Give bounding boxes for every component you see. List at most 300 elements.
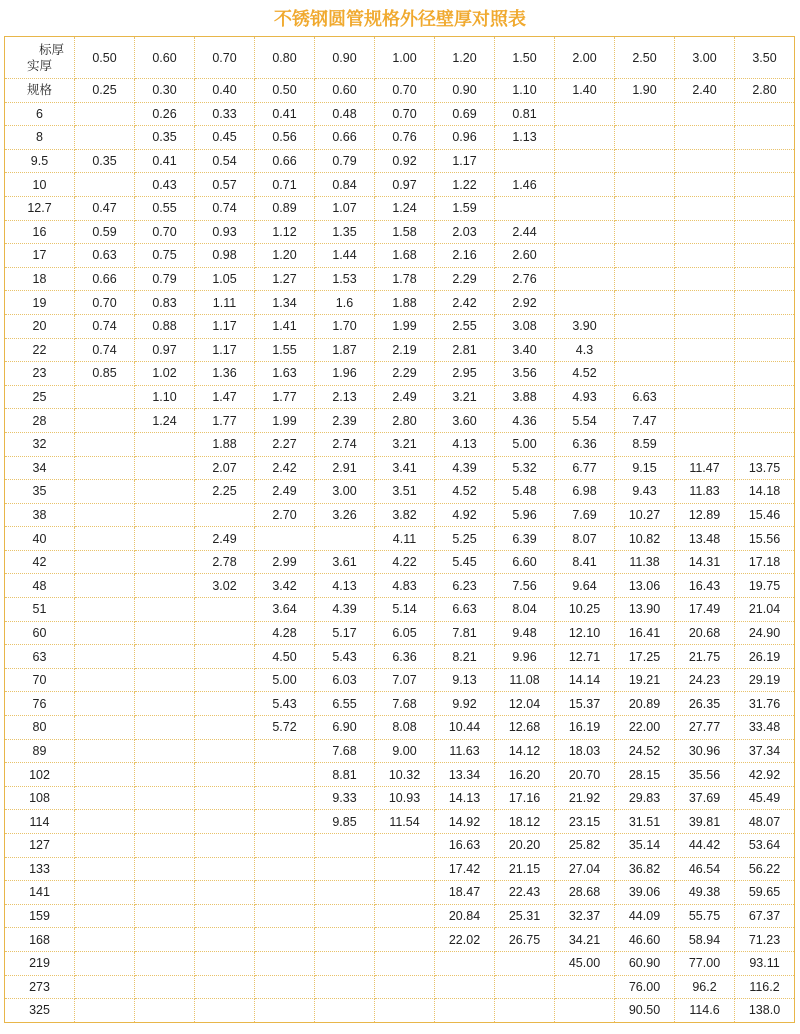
value-cell	[555, 126, 615, 150]
table-row	[5, 196, 795, 220]
value-cell	[75, 527, 135, 551]
value-cell: 4.93	[555, 385, 615, 409]
value-cell: 0.96	[435, 126, 495, 150]
value-cell: 2.80	[735, 79, 795, 103]
value-cell: 37.34	[735, 739, 795, 763]
header-cell: 0.80	[255, 37, 315, 79]
value-cell	[195, 834, 255, 858]
value-cell	[135, 716, 195, 740]
table-row	[5, 527, 795, 551]
value-cell	[75, 951, 135, 975]
value-cell: 11.08	[495, 668, 555, 692]
value-cell	[75, 810, 135, 834]
table-row	[5, 480, 795, 504]
value-cell	[195, 928, 255, 952]
value-cell: 55.75	[675, 904, 735, 928]
value-cell	[675, 196, 735, 220]
value-cell: 0.60	[315, 79, 375, 103]
value-cell: 0.75	[135, 244, 195, 268]
table-row	[5, 149, 795, 173]
row-label-cell: 16	[5, 220, 75, 244]
value-cell	[135, 645, 195, 669]
value-cell: 6.63	[615, 385, 675, 409]
value-cell: 2.74	[315, 432, 375, 456]
value-cell: 5.54	[555, 409, 615, 433]
value-cell	[375, 999, 435, 1023]
table-row	[5, 857, 795, 881]
value-cell	[555, 149, 615, 173]
value-cell: 71.23	[735, 928, 795, 952]
value-cell	[735, 267, 795, 291]
corner-cell	[5, 37, 75, 79]
value-cell	[675, 173, 735, 197]
table-row	[5, 598, 795, 622]
value-cell: 1.10	[135, 385, 195, 409]
value-cell	[675, 385, 735, 409]
value-cell: 20.89	[615, 692, 675, 716]
value-cell: 20.70	[555, 763, 615, 787]
value-cell: 39.81	[675, 810, 735, 834]
table-row	[5, 102, 795, 126]
value-cell	[555, 173, 615, 197]
header-row	[5, 37, 795, 79]
value-cell: 17.16	[495, 786, 555, 810]
value-cell	[315, 834, 375, 858]
row-label-cell: 23	[5, 362, 75, 386]
value-cell: 31.76	[735, 692, 795, 716]
table-row	[5, 432, 795, 456]
value-cell	[315, 975, 375, 999]
value-cell: 39.06	[615, 881, 675, 905]
value-cell: 24.52	[615, 739, 675, 763]
table-row	[5, 904, 795, 928]
value-cell	[75, 409, 135, 433]
value-cell: 18.03	[555, 739, 615, 763]
value-cell	[255, 975, 315, 999]
value-cell: 6.39	[495, 527, 555, 551]
row-label-cell: 10	[5, 173, 75, 197]
value-cell: 1.46	[495, 173, 555, 197]
value-cell	[735, 126, 795, 150]
value-cell: 3.08	[495, 314, 555, 338]
value-cell	[435, 975, 495, 999]
header-cell: 3.00	[675, 37, 735, 79]
value-cell	[135, 456, 195, 480]
table-row	[5, 928, 795, 952]
value-cell	[135, 810, 195, 834]
value-cell	[75, 834, 135, 858]
row-label-cell: 32	[5, 432, 75, 456]
value-cell: 3.82	[375, 503, 435, 527]
row-label-cell: 20	[5, 314, 75, 338]
value-cell: 0.50	[255, 79, 315, 103]
value-cell: 5.17	[315, 621, 375, 645]
value-cell	[135, 621, 195, 645]
value-cell	[75, 574, 135, 598]
value-cell: 44.42	[675, 834, 735, 858]
value-cell: 0.40	[195, 79, 255, 103]
value-cell: 16.20	[495, 763, 555, 787]
value-cell: 0.81	[495, 102, 555, 126]
value-cell	[75, 668, 135, 692]
value-cell	[675, 314, 735, 338]
value-cell: 1.17	[195, 314, 255, 338]
value-cell: 25.31	[495, 904, 555, 928]
value-cell	[75, 173, 135, 197]
table-row	[5, 550, 795, 574]
value-cell: 1.02	[135, 362, 195, 386]
value-cell: 2.49	[195, 527, 255, 551]
value-cell: 6.55	[315, 692, 375, 716]
value-cell: 10.32	[375, 763, 435, 787]
value-cell: 27.04	[555, 857, 615, 881]
value-cell: 8.21	[435, 645, 495, 669]
header-cell: 0.70	[195, 37, 255, 79]
value-cell	[255, 928, 315, 952]
value-cell: 4.3	[555, 338, 615, 362]
value-cell	[375, 834, 435, 858]
value-cell	[735, 102, 795, 126]
table-row	[5, 338, 795, 362]
row-label-cell: 19	[5, 291, 75, 315]
value-cell	[135, 739, 195, 763]
table-row	[5, 456, 795, 480]
value-cell: 29.19	[735, 668, 795, 692]
value-cell: 1.11	[195, 291, 255, 315]
value-cell: 0.55	[135, 196, 195, 220]
value-cell: 26.19	[735, 645, 795, 669]
value-cell: 23.15	[555, 810, 615, 834]
value-cell: 2.29	[435, 267, 495, 291]
value-cell: 5.00	[495, 432, 555, 456]
row-label-cell: 80	[5, 716, 75, 740]
row-label-cell: 12.7	[5, 196, 75, 220]
value-cell	[135, 550, 195, 574]
value-cell: 13.48	[675, 527, 735, 551]
value-cell	[75, 786, 135, 810]
table-row	[5, 244, 795, 268]
value-cell: 2.07	[195, 456, 255, 480]
value-cell	[495, 196, 555, 220]
corner-label-bottom: 实厚	[27, 59, 53, 73]
value-cell: 13.34	[435, 763, 495, 787]
value-cell: 5.43	[255, 692, 315, 716]
value-cell: 0.76	[375, 126, 435, 150]
value-cell: 8.04	[495, 598, 555, 622]
value-cell: 1.40	[555, 79, 615, 103]
row-label-cell: 63	[5, 645, 75, 669]
value-cell: 10.27	[615, 503, 675, 527]
value-cell: 48.07	[735, 810, 795, 834]
row-label-cell: 42	[5, 550, 75, 574]
value-cell: 2.19	[375, 338, 435, 362]
value-cell	[375, 881, 435, 905]
value-cell	[675, 220, 735, 244]
value-cell: 114.6	[675, 999, 735, 1023]
value-cell	[75, 645, 135, 669]
spec-table	[4, 36, 795, 1023]
value-cell: 93.11	[735, 951, 795, 975]
value-cell: 3.02	[195, 574, 255, 598]
value-cell: 4.50	[255, 645, 315, 669]
value-cell: 10.44	[435, 716, 495, 740]
value-cell: 20.20	[495, 834, 555, 858]
value-cell: 1.47	[195, 385, 255, 409]
value-cell: 4.39	[315, 598, 375, 622]
value-cell: 4.13	[435, 432, 495, 456]
value-cell: 5.96	[495, 503, 555, 527]
value-cell: 1.99	[375, 314, 435, 338]
value-cell	[75, 550, 135, 574]
value-cell	[435, 999, 495, 1023]
value-cell: 1.41	[255, 314, 315, 338]
value-cell	[195, 951, 255, 975]
value-cell: 5.32	[495, 456, 555, 480]
value-cell: 49.38	[675, 881, 735, 905]
row-label-cell: 114	[5, 810, 75, 834]
value-cell: 1.17	[195, 338, 255, 362]
value-cell: 59.65	[735, 881, 795, 905]
value-cell	[735, 220, 795, 244]
value-cell: 17.42	[435, 857, 495, 881]
value-cell: 11.54	[375, 810, 435, 834]
value-cell: 7.56	[495, 574, 555, 598]
value-cell	[735, 291, 795, 315]
value-cell: 3.40	[495, 338, 555, 362]
value-cell: 19.75	[735, 574, 795, 598]
row-label-cell: 168	[5, 928, 75, 952]
value-cell	[75, 881, 135, 905]
value-cell	[555, 102, 615, 126]
value-cell: 0.66	[255, 149, 315, 173]
value-cell: 4.92	[435, 503, 495, 527]
value-cell: 21.15	[495, 857, 555, 881]
page-title: 不锈钢圆管规格外径壁厚对照表	[274, 9, 526, 30]
value-cell: 2.16	[435, 244, 495, 268]
value-cell	[615, 173, 675, 197]
value-cell: 58.94	[675, 928, 735, 952]
row-label-cell: 108	[5, 786, 75, 810]
value-cell: 0.57	[195, 173, 255, 197]
value-cell: 0.54	[195, 149, 255, 173]
value-cell: 2.42	[435, 291, 495, 315]
value-cell	[315, 951, 375, 975]
value-cell: 3.56	[495, 362, 555, 386]
value-cell	[135, 692, 195, 716]
value-cell: 13.90	[615, 598, 675, 622]
value-cell	[75, 904, 135, 928]
table-row	[5, 385, 795, 409]
value-cell: 2.40	[675, 79, 735, 103]
value-cell: 2.95	[435, 362, 495, 386]
value-cell: 1.44	[315, 244, 375, 268]
value-cell	[195, 857, 255, 881]
table-row	[5, 810, 795, 834]
value-cell: 6.90	[315, 716, 375, 740]
value-cell: 1.07	[315, 196, 375, 220]
value-cell: 0.59	[75, 220, 135, 244]
value-cell	[195, 904, 255, 928]
value-cell	[75, 456, 135, 480]
value-cell: 2.03	[435, 220, 495, 244]
value-cell	[495, 999, 555, 1023]
value-cell	[75, 621, 135, 645]
value-cell: 8.08	[375, 716, 435, 740]
value-cell	[555, 975, 615, 999]
value-cell: 17.25	[615, 645, 675, 669]
value-cell: 0.43	[135, 173, 195, 197]
value-cell	[75, 480, 135, 504]
row-label-cell: 22	[5, 338, 75, 362]
value-cell	[75, 857, 135, 881]
value-cell: 31.51	[615, 810, 675, 834]
value-cell: 5.45	[435, 550, 495, 574]
value-cell: 28.68	[555, 881, 615, 905]
value-cell: 16.43	[675, 574, 735, 598]
value-cell	[555, 999, 615, 1023]
value-cell: 26.35	[675, 692, 735, 716]
value-cell: 20.68	[675, 621, 735, 645]
value-cell	[75, 432, 135, 456]
value-cell	[615, 102, 675, 126]
value-cell: 9.00	[375, 739, 435, 763]
value-cell: 3.88	[495, 385, 555, 409]
value-cell: 10.93	[375, 786, 435, 810]
row-label-cell: 141	[5, 881, 75, 905]
value-cell: 3.64	[255, 598, 315, 622]
value-cell: 6.36	[375, 645, 435, 669]
table-row	[5, 716, 795, 740]
row-label-cell: 102	[5, 763, 75, 787]
table-row	[5, 881, 795, 905]
table-row	[5, 291, 795, 315]
value-cell: 5.72	[255, 716, 315, 740]
value-cell: 21.92	[555, 786, 615, 810]
value-cell: 9.13	[435, 668, 495, 692]
value-cell: 1.12	[255, 220, 315, 244]
value-cell: 4.28	[255, 621, 315, 645]
row-label-cell: 133	[5, 857, 75, 881]
value-cell: 0.25	[75, 79, 135, 103]
value-cell: 8.59	[615, 432, 675, 456]
value-cell: 1.87	[315, 338, 375, 362]
value-cell: 0.90	[435, 79, 495, 103]
value-cell: 0.41	[255, 102, 315, 126]
value-cell	[255, 786, 315, 810]
value-cell: 13.75	[735, 456, 795, 480]
value-cell: 1.63	[255, 362, 315, 386]
value-cell: 5.43	[315, 645, 375, 669]
value-cell: 16.63	[435, 834, 495, 858]
value-cell	[75, 598, 135, 622]
value-cell: 18.47	[435, 881, 495, 905]
value-cell: 0.33	[195, 102, 255, 126]
table-row	[5, 763, 795, 787]
value-cell: 42.92	[735, 763, 795, 787]
value-cell	[195, 716, 255, 740]
table-row	[5, 668, 795, 692]
row-label-cell: 127	[5, 834, 75, 858]
value-cell	[135, 763, 195, 787]
value-cell	[135, 928, 195, 952]
value-cell: 1.27	[255, 267, 315, 291]
value-cell: 15.56	[735, 527, 795, 551]
value-cell: 0.30	[135, 79, 195, 103]
row-label-cell: 219	[5, 951, 75, 975]
value-cell: 3.61	[315, 550, 375, 574]
value-cell: 2.78	[195, 550, 255, 574]
row-label-cell: 48	[5, 574, 75, 598]
value-cell	[615, 149, 675, 173]
value-cell: 4.13	[315, 574, 375, 598]
value-cell	[435, 951, 495, 975]
value-cell: 3.21	[435, 385, 495, 409]
value-cell: 1.10	[495, 79, 555, 103]
row-label-cell: 9.5	[5, 149, 75, 173]
table-row	[5, 621, 795, 645]
value-cell: 7.69	[555, 503, 615, 527]
value-cell: 6.60	[495, 550, 555, 574]
value-cell: 56.22	[735, 857, 795, 881]
value-cell	[615, 126, 675, 150]
value-cell: 2.44	[495, 220, 555, 244]
row-label-cell: 规格	[5, 79, 75, 103]
value-cell	[255, 857, 315, 881]
header-cell: 1.00	[375, 37, 435, 79]
value-cell: 0.79	[315, 149, 375, 173]
value-cell: 2.91	[315, 456, 375, 480]
value-cell	[75, 975, 135, 999]
value-cell: 4.52	[435, 480, 495, 504]
value-cell: 7.81	[435, 621, 495, 645]
value-cell: 45.49	[735, 786, 795, 810]
table-row	[5, 739, 795, 763]
value-cell: 1.55	[255, 338, 315, 362]
value-cell	[735, 173, 795, 197]
value-cell: 4.39	[435, 456, 495, 480]
value-cell	[375, 975, 435, 999]
value-cell: 3.42	[255, 574, 315, 598]
value-cell: 6.03	[315, 668, 375, 692]
value-cell: 1.36	[195, 362, 255, 386]
value-cell	[255, 739, 315, 763]
value-cell: 0.74	[75, 314, 135, 338]
value-cell: 9.48	[495, 621, 555, 645]
value-cell: 60.90	[615, 951, 675, 975]
value-cell: 9.96	[495, 645, 555, 669]
value-cell: 22.02	[435, 928, 495, 952]
value-cell: 32.37	[555, 904, 615, 928]
value-cell: 4.22	[375, 550, 435, 574]
value-cell: 0.89	[255, 196, 315, 220]
value-cell: 9.33	[315, 786, 375, 810]
value-cell: 11.47	[675, 456, 735, 480]
value-cell: 21.04	[735, 598, 795, 622]
value-cell: 1.22	[435, 173, 495, 197]
value-cell: 53.64	[735, 834, 795, 858]
value-cell: 16.41	[615, 621, 675, 645]
value-cell	[135, 951, 195, 975]
value-cell: 9.15	[615, 456, 675, 480]
table-row	[5, 362, 795, 386]
value-cell: 77.00	[675, 951, 735, 975]
value-cell	[135, 598, 195, 622]
value-cell	[255, 810, 315, 834]
header-cell: 2.00	[555, 37, 615, 79]
value-cell: 1.20	[255, 244, 315, 268]
value-cell	[675, 409, 735, 433]
value-cell	[375, 857, 435, 881]
